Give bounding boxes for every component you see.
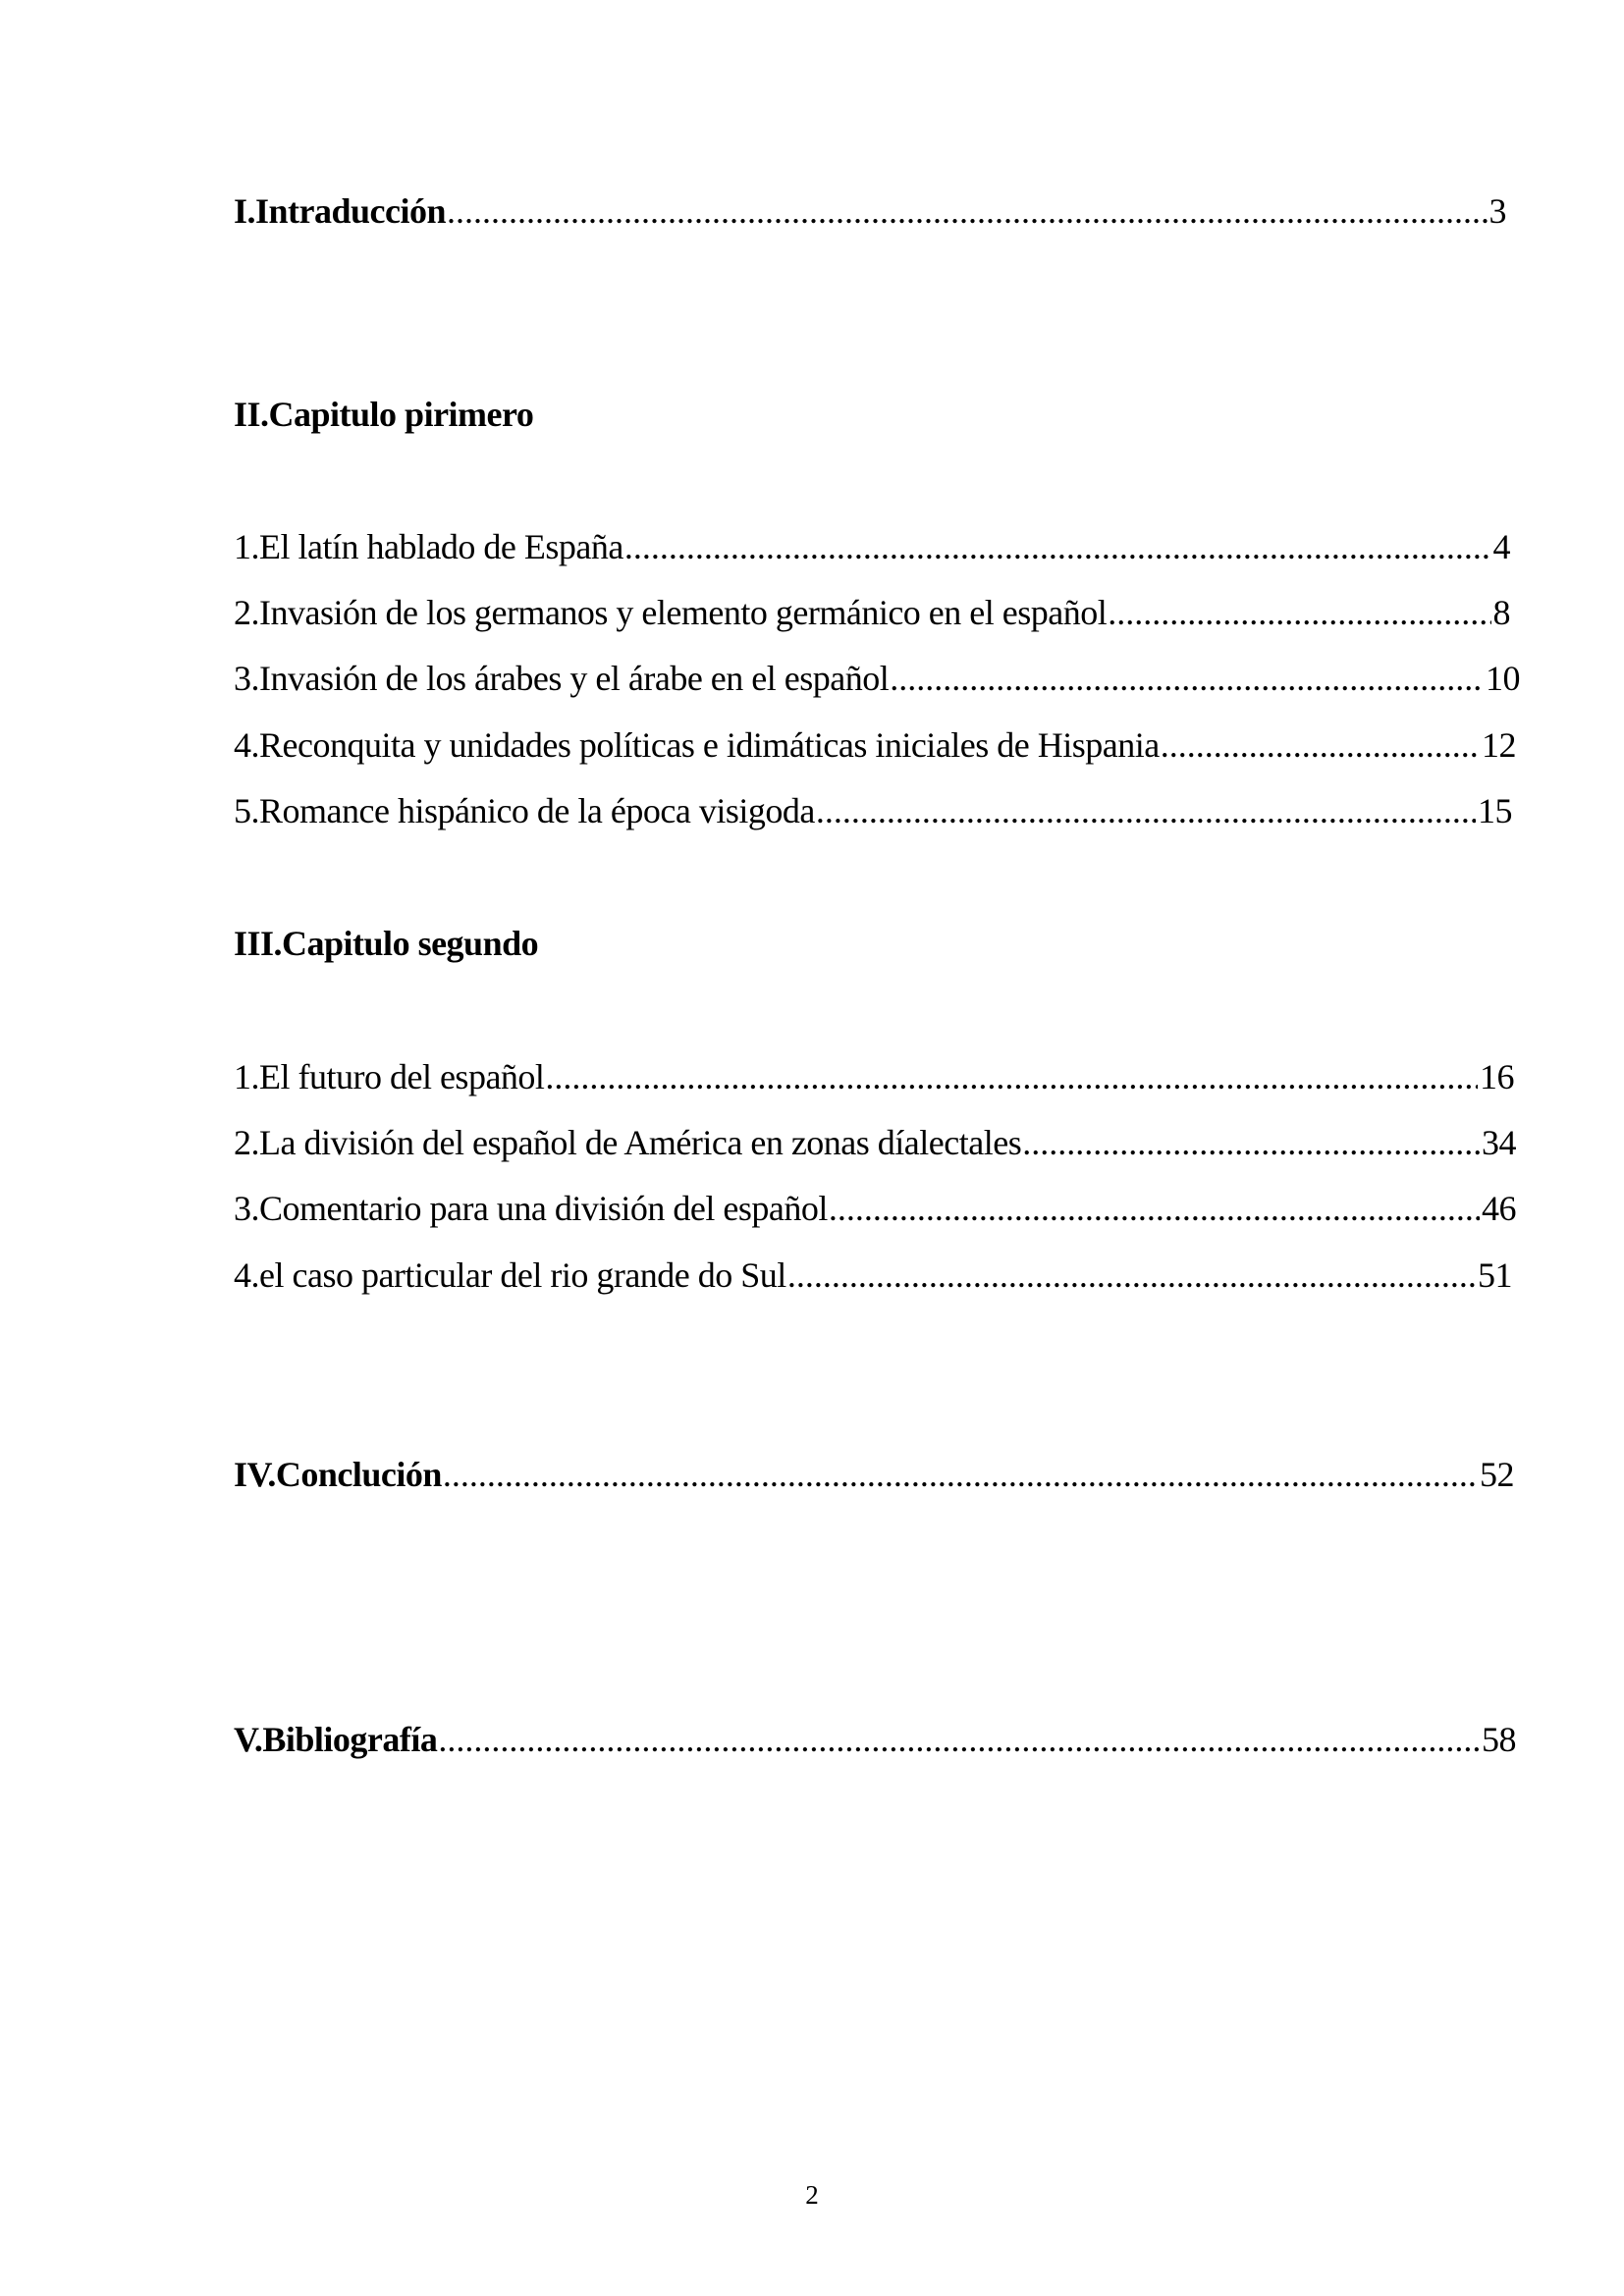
toc-entry-page: 16	[1480, 1057, 1514, 1096]
toc-entry-label: 3.Invasión de los árabes y el árabe en el español	[234, 659, 890, 698]
toc-dot-leader	[829, 1191, 1480, 1226]
toc-entry	[234, 529, 1510, 564]
chapter-heading-1: II.Capitulo pirimero	[234, 395, 534, 434]
toc-entry-page: 4	[1492, 527, 1510, 566]
toc-entry-label: 2.La división del español de América en zonas díalectales	[234, 1123, 1022, 1162]
toc-dot-leader	[1108, 595, 1490, 630]
toc-entry-page: 46	[1482, 1189, 1516, 1228]
toc-entry	[234, 1191, 1516, 1226]
toc-entry-label: I.Intraducción	[234, 191, 447, 231]
toc-entry-page: 52	[1480, 1455, 1514, 1494]
toc-entry-label: 4.el caso particular del rio grande do Sul	[234, 1255, 786, 1295]
toc-dot-leader	[443, 1457, 1478, 1492]
toc-entry-page: 51	[1478, 1255, 1512, 1295]
toc-entry-page: 34	[1482, 1123, 1516, 1162]
toc-entry	[234, 595, 1510, 630]
toc-entry-label: 5.Romance hispánico de la época visigoda	[234, 791, 815, 830]
chapter-heading-2: III.Capitulo segundo	[234, 924, 539, 963]
toc-entry	[234, 793, 1512, 828]
toc-entry-conclusion	[234, 1457, 1514, 1492]
toc-entry	[234, 661, 1520, 696]
toc-entry	[234, 1059, 1514, 1095]
toc-entry-label: 1.El latín hablado de España	[234, 527, 623, 566]
toc-dot-leader	[438, 1722, 1480, 1757]
toc-dot-leader	[545, 1059, 1478, 1095]
toc-entry-page: 12	[1482, 725, 1516, 765]
page-number: 2	[805, 2180, 819, 2210]
toc-entry	[234, 1125, 1516, 1160]
toc-entry-label: 4.Reconquita y unidades políticas e idimáticas iniciales de Hispania	[234, 725, 1160, 765]
toc-entry-page: 3	[1489, 191, 1506, 231]
toc-entry-label: 3.Comentario para una división del español	[234, 1189, 828, 1228]
toc-dot-leader	[787, 1257, 1476, 1293]
toc-entry-introduccion	[234, 193, 1506, 229]
toc-entry-page: 8	[1492, 593, 1510, 632]
toc-entry-page: 58	[1482, 1720, 1516, 1759]
toc-entry-label: IV.Conclución	[234, 1455, 442, 1494]
toc-dot-leader	[624, 529, 1491, 564]
toc-entry	[234, 727, 1516, 763]
toc-entry-page: 10	[1486, 659, 1520, 698]
toc-dot-leader	[1161, 727, 1480, 763]
toc-entry-page: 15	[1478, 791, 1512, 830]
toc-entry-bibliografia	[234, 1722, 1516, 1757]
toc-entry-label: V.Bibliografía	[234, 1720, 438, 1759]
toc-dot-leader	[447, 193, 1487, 229]
toc-entry-label: 2.Invasión de los germanos y elemento germánico en el español	[234, 593, 1108, 632]
toc-entry	[234, 1257, 1512, 1293]
toc-dot-leader	[890, 661, 1484, 696]
toc-dot-leader	[1022, 1125, 1480, 1160]
toc-entry-label: 1.El futuro del español	[234, 1057, 545, 1096]
toc-dot-leader	[816, 793, 1476, 828]
